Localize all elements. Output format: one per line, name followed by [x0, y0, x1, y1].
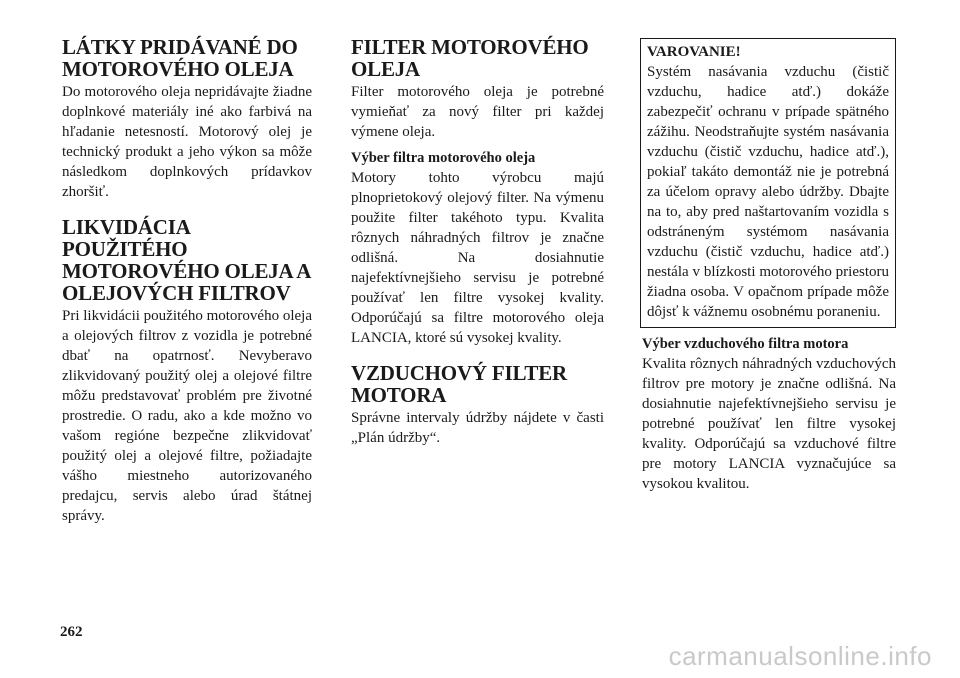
paragraph-air-filter: Správne intervaly údržby nájdete v časti „Plán údržby“.	[351, 410, 604, 446]
subheading-oil-filter-selection: Výber filtra motorového oleja	[351, 150, 536, 166]
heading-oil-filter: FILTER MOTOROVÉHO OLEJA	[351, 35, 589, 81]
paragraph-oil-filter-selection: Motory tohto výrobcu majú plnoprietokový olejový filter. Na výmenu použite filter takéhoto typu. Kvalita rôznych náhradných filtrov je značne odlišná. Na dosiahnutie najefektívnejšieho servisu je potrebné používať len filtre vysokej kvality. Odporúčajú sa filtre motorového oleja LANCIA, ktoré sú vysokej kvality.	[351, 170, 604, 346]
heading-air-filter: VZDUCHOVÝ FILTER MOTORA	[351, 361, 567, 407]
heading-oil-disposal: LIKVIDÁCIA POUŽITÉHO MOTOROVÉHO OLEJA A OLEJOVÝCH FILTROV	[62, 215, 311, 305]
subheading-air-filter-selection: Výber vzduchového filtra motora	[642, 336, 849, 352]
heading-oil-additives: LÁTKY PRIDÁVANÉ DO MOTOROVÉHO OLEJA	[62, 35, 298, 81]
warning-title: VAROVANIE!	[647, 44, 741, 60]
column-left	[62, 36, 312, 526]
paragraph-air-filter-selection: Kvalita rôznych náhradných vzduchových filtrov pre motory je značne odlišná. Na dosiahnutie najefektívnejšieho servisu je potrebné používať len filtre vysokej kvality. Odporúčajú sa vzduchové filtre pre motory LANCIA vyznačujúce sa vysokou kvalitou.	[642, 356, 896, 492]
page-number: 262	[60, 624, 83, 640]
warning-box	[640, 38, 896, 328]
paragraph-oil-filter: Filter motorového oleja je potrebné vymieňať za nový filter pri každej výmene oleja.	[351, 84, 604, 140]
column-middle	[351, 36, 604, 448]
warning-text: Systém nasávania vzduchu (čistič vzduchu, hadice atď.) dokáže zabezpečiť ochranu v prípade spätného zážihu. Neodstraňujte systém nasávania vzduchu (čistič vzduchu, hadice atď.), pokiaľ takáto demontáž nie je potrebná za účelom opravy alebo údržby. Dbajte na to, aby pred naštartovaním vozidla s odstráneným systémom nasávania vzduchu (čistič vzduchu, hadice atď.) nestála v blízkosti motorového priestoru žiadna osoba. V opačnom prípade môže dôjsť k vážnemu osobnému poraneniu.	[647, 64, 889, 320]
paragraph-oil-disposal: Pri likvidácii použitého motorového oleja a olejových filtrov z vozidla je potrebné dbať na opatrnosť. Nevyberavo zlikvidovaný použitý olej a olejové filtre môžu predstavovať problém pre životné prostredie. O radu, ako a kde možno vo vašom regióne bezpečne zlikvidovať použitý olej a olejové filtre, požiadajte vášho miestneho autorizovaného predajcu, servis alebo úrad štátnej správy.	[62, 308, 312, 524]
watermark: carmanualsonline.info	[668, 641, 932, 671]
paragraph-oil-additives: Do motorového oleja nepridávajte žiadne doplnkové materiály iné ako farbivá na hľadanie netesností. Motorový olej je technický produkt a jeho výkon sa môže následkom doplnkových prídavkov zhoršiť.	[62, 84, 312, 200]
column-right	[642, 36, 896, 494]
